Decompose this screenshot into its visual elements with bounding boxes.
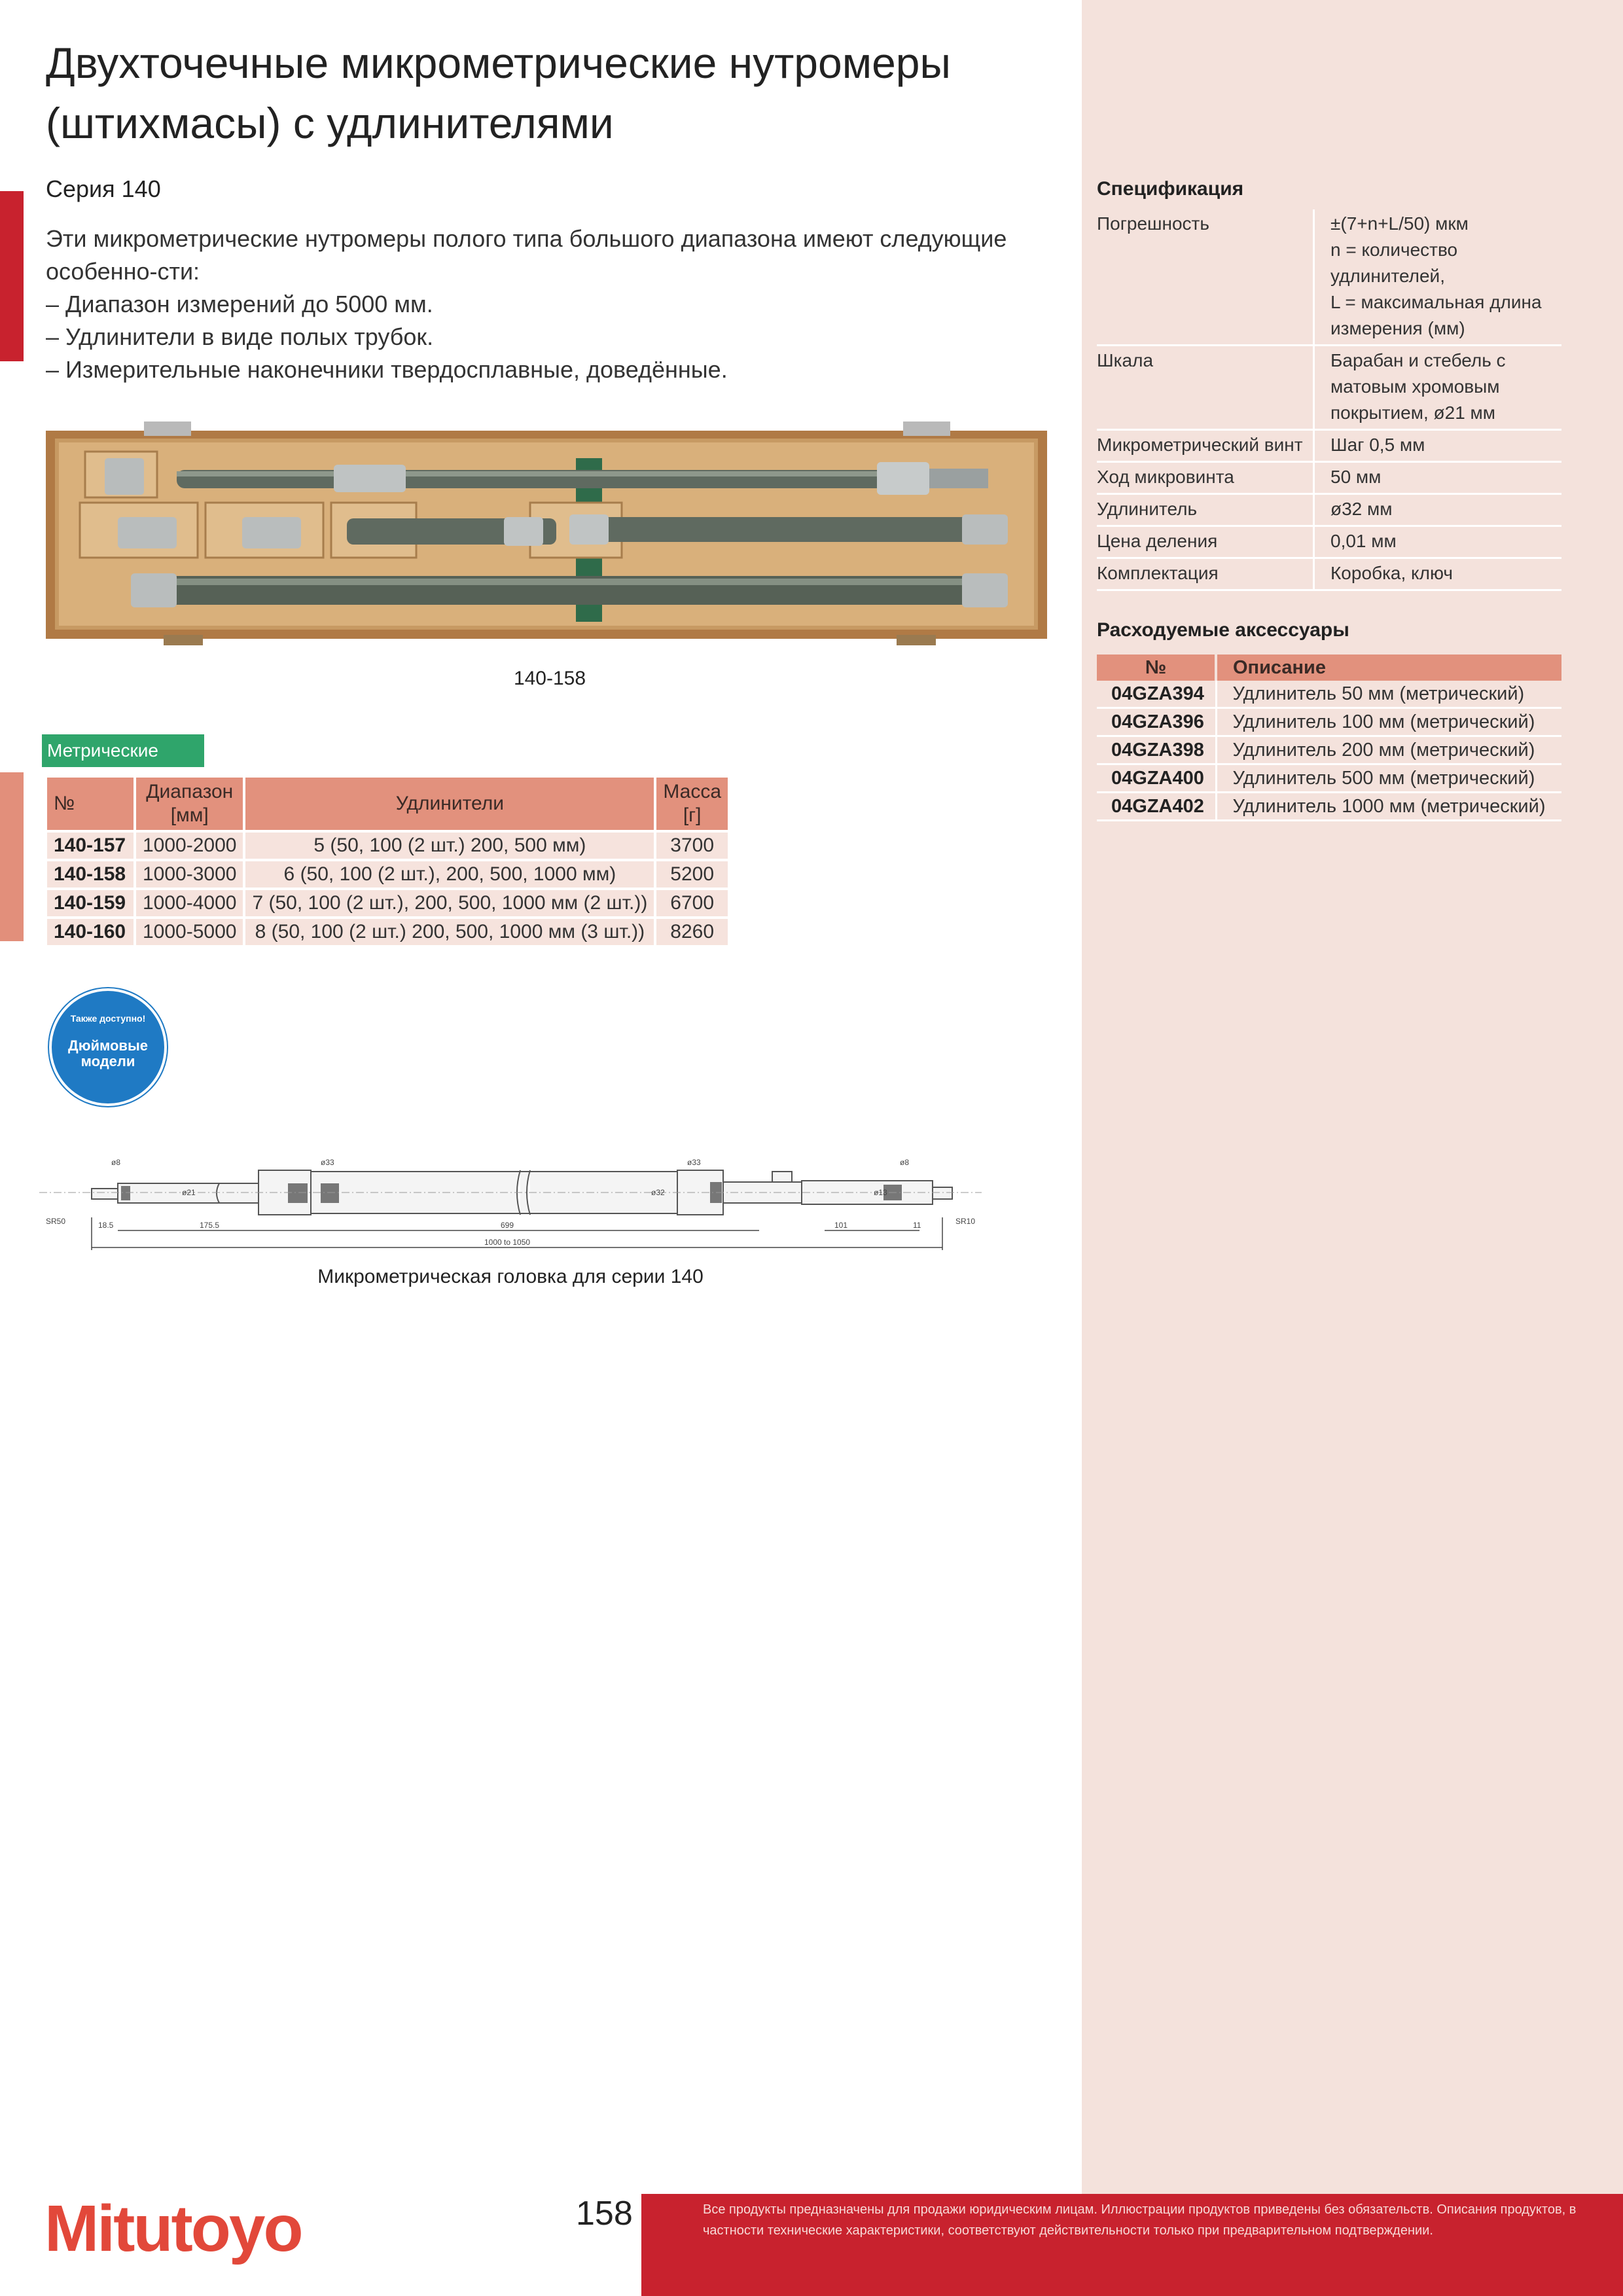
spec-key: Микрометрический винт: [1097, 430, 1314, 462]
spec-key: Удлинитель: [1097, 494, 1314, 526]
table-row: [47, 861, 728, 888]
dim-label: ø8: [900, 1158, 910, 1167]
header-no: №: [1097, 655, 1216, 681]
accessory-code: 04GZA398: [1097, 736, 1216, 764]
badge-line: модели: [80, 1053, 135, 1069]
table-header-row: [1097, 655, 1561, 681]
mass-cell: 5200: [656, 861, 728, 888]
table-row: [1097, 793, 1561, 821]
spec-row: [1097, 346, 1561, 430]
header-desc: Описание: [1216, 655, 1561, 681]
spec-row: [1097, 430, 1561, 462]
model-number: 140-159: [47, 890, 134, 916]
rods-cell: 8 (50, 100 (2 шт.) 200, 500, 1000 мм (3 шт.)): [245, 919, 654, 945]
rods-cell: 6 (50, 100 (2 шт.), 200, 500, 1000 мм): [245, 861, 654, 888]
spec-row: [1097, 494, 1561, 526]
spec-heading: Спецификация: [1097, 178, 1244, 200]
mass-cell: 3700: [656, 833, 728, 859]
rods-cell: 7 (50, 100 (2 шт.), 200, 500, 1000 мм (2 шт.)): [245, 890, 654, 916]
range-cell: 1000-2000: [136, 833, 243, 859]
badge-top-text: Также доступно!: [70, 1013, 146, 1024]
spec-value: ±(7+n+L/50) мкм n = количество удлинителей, L = максимальная длина измерения (мм): [1314, 209, 1562, 346]
spec-value: 0,01 мм: [1314, 526, 1562, 558]
dim-label: ø33: [687, 1158, 701, 1167]
footer-disclaimer: Все продукты предназначены для продажи юридическим лицам. Иллюстрации продуктов приведены без обязательств. Описания продуктов, в частности технические характеристики, соответствуют действительности только при предварительном подтверждении.: [703, 2202, 1577, 2238]
dim-label: 18.5: [98, 1221, 114, 1230]
dim-label: 11: [913, 1221, 921, 1230]
dim-label: ø8: [111, 1158, 121, 1167]
intro-bullet: – Диапазон измерений до 5000 мм.: [46, 291, 433, 317]
intro-bullet: – Измерительные наконечники твердосплавные, доведённые.: [46, 356, 728, 383]
badge-main-text: [52, 1038, 164, 1069]
intro-lead: Эти микрометрические нутромеры полого типа большого диапазона имеют следующие особенно-сти:: [46, 225, 1007, 285]
dim-label: SR50: [46, 1217, 66, 1226]
dim-label: ø33: [321, 1158, 334, 1167]
accessories-heading: Расходуемые аксессуары: [1097, 619, 1349, 641]
table-row: [1097, 736, 1561, 764]
spec-row: [1097, 526, 1561, 558]
model-number: 140-160: [47, 919, 134, 945]
header-range: Диапазон [мм]: [136, 778, 243, 830]
intro-bullet: – Удлинители в виде полых трубок.: [46, 323, 434, 350]
dim-label: ø13: [874, 1188, 887, 1197]
table-header-row: [47, 778, 728, 830]
table-row: [47, 890, 728, 916]
accessory-desc: Удлинитель 1000 мм (метрический): [1216, 793, 1561, 821]
spec-key: Шкала: [1097, 346, 1314, 430]
spec-key: Цена деления: [1097, 526, 1314, 558]
mass-cell: 6700: [656, 890, 728, 916]
spec-key: Ход микровинта: [1097, 462, 1314, 494]
spec-key: Комплектация: [1097, 558, 1314, 590]
spec-value: ø32 мм: [1314, 494, 1562, 526]
accessory-code: 04GZA396: [1097, 708, 1216, 736]
accessory-code: 04GZA402: [1097, 793, 1216, 821]
technical-drawing: [39, 1152, 982, 1270]
models-table: [45, 775, 730, 948]
accessory-desc: Удлинитель 200 мм (метрический): [1216, 736, 1561, 764]
accessories-table: [1097, 655, 1561, 821]
dim-label: ø32: [651, 1188, 665, 1197]
dim-label: ø21: [182, 1188, 196, 1197]
brand-logo: Mitutoyo: [45, 2192, 302, 2265]
range-cell: 1000-3000: [136, 861, 243, 888]
spec-key: Погрешность: [1097, 209, 1314, 346]
header-no: №: [47, 778, 134, 830]
badge-line: Дюймовые: [68, 1037, 148, 1054]
header-mass: Масса [г]: [656, 778, 728, 830]
range-cell: 1000-4000: [136, 890, 243, 916]
dim-label: 175.5: [200, 1221, 220, 1230]
rods-cell: 5 (50, 100 (2 шт.) 200, 500 мм): [245, 833, 654, 859]
table-row: [1097, 708, 1561, 736]
inch-models-badge: [49, 988, 167, 1106]
dim-label: 101: [834, 1221, 848, 1230]
accessory-desc: Удлинитель 500 мм (метрический): [1216, 764, 1561, 793]
mass-cell: 8260: [656, 919, 728, 945]
header-rods: Удлинители: [245, 778, 654, 830]
page-number: 158: [576, 2195, 633, 2233]
table-row: [47, 919, 728, 945]
dim-label: 1000 to 1050: [484, 1238, 531, 1247]
spec-table: [1097, 209, 1561, 591]
spec-value: Коробка, ключ: [1314, 558, 1562, 590]
table-row: [1097, 681, 1561, 708]
photo-caption: 140-158: [513, 668, 586, 689]
product-photo: [46, 419, 1047, 655]
side-accent-red: [0, 191, 24, 361]
dim-label: SR10: [955, 1217, 976, 1226]
metric-tag: Метрические: [42, 734, 204, 767]
spec-row: [1097, 558, 1561, 590]
accessory-desc: Удлинитель 100 мм (метрический): [1216, 708, 1561, 736]
series-label: Серия 140: [46, 175, 161, 202]
intro-text: [46, 223, 1054, 386]
spec-value: Шаг 0,5 мм: [1314, 430, 1562, 462]
dim-label: 699: [501, 1221, 514, 1230]
side-accent-pink: [0, 772, 24, 941]
page-title: Двухточечные микрометрические нутромеры (штихмасы) с удлинителями: [46, 39, 951, 147]
accessory-desc: Удлинитель 50 мм (метрический): [1216, 681, 1561, 708]
table-row: [47, 833, 728, 859]
drawing-caption: Микрометрическая головка для серии 140: [317, 1266, 704, 1287]
range-cell: 1000-5000: [136, 919, 243, 945]
spec-value: 50 мм: [1314, 462, 1562, 494]
table-row: [1097, 764, 1561, 793]
spec-value: Барабан и стебель с матовым хромовым покрытием, ø21 мм: [1314, 346, 1562, 430]
accessory-code: 04GZA400: [1097, 764, 1216, 793]
model-number: 140-158: [47, 861, 134, 888]
spec-row: [1097, 209, 1561, 346]
model-number: 140-157: [47, 833, 134, 859]
accessory-code: 04GZA394: [1097, 681, 1216, 708]
spec-row: [1097, 462, 1561, 494]
